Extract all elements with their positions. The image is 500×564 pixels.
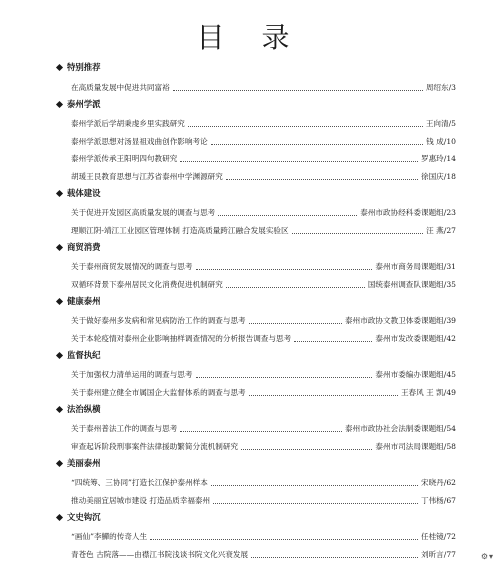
- toc-section: [0, 240, 500, 290]
- toc-entry[interactable]: [0, 201, 500, 219]
- entry-title: 泰州学派后学胡秉虔乡里实践研究: [71, 119, 185, 128]
- section-heading: [0, 456, 500, 471]
- entry-author-page: 宋晓丹/62: [420, 478, 456, 487]
- diamond-bullet-icon: [56, 459, 63, 466]
- section-heading-text: 商贸消费: [67, 241, 101, 252]
- entry-author-page: 周绍东/3: [425, 82, 456, 92]
- entry-title: 关于本轮疫情对泰州企业影响抽样调查情况的分析报告调查与思考: [71, 333, 292, 343]
- dot-leader: [211, 485, 418, 486]
- entry-title: 审查起诉阶段刑事案件法律援助繁简分流机制研究: [71, 441, 239, 451]
- toc-entry[interactable]: [0, 434, 500, 452]
- entry-title: “四统筹、三协同”打造长江保护泰州样本: [71, 478, 208, 487]
- dot-leader: [292, 233, 424, 234]
- dot-leader: [249, 395, 398, 396]
- section-heading-text: 美丽泰州: [67, 457, 101, 468]
- entry-author-page: 泰州市政协文教卫体委课题组/39: [345, 316, 456, 325]
- section-heading-text: 泰州学派: [67, 98, 101, 109]
- entry-author-page: 钱 成/10: [426, 136, 456, 146]
- section-heading: [0, 60, 500, 75]
- toc-section: [0, 456, 500, 506]
- toc-section: [0, 510, 500, 560]
- toc-entry[interactable]: [0, 326, 500, 344]
- diamond-bullet-icon: [56, 297, 63, 304]
- toc-section: [0, 348, 500, 398]
- dot-leader: [213, 503, 418, 504]
- diamond-bullet-icon: [56, 243, 63, 250]
- dot-leader: [218, 215, 357, 216]
- toc-section: [0, 294, 500, 344]
- entry-author-page: 王春风 王 凯/49: [400, 387, 456, 397]
- dot-leader: [180, 431, 342, 432]
- page-title: 目 录: [196, 21, 304, 54]
- dot-leader: [241, 449, 372, 450]
- dot-leader: [196, 269, 373, 270]
- entry-author-page: 国统泰州调查队课题组/35: [367, 279, 456, 289]
- toc-entry[interactable]: [0, 112, 500, 130]
- section-heading-text: 法治纵横: [67, 403, 101, 414]
- entry-title: 关于泰州普法工作的调查与思考: [71, 424, 178, 433]
- toc-entry[interactable]: [0, 363, 500, 381]
- dot-leader: [226, 179, 418, 180]
- entry-author-page: 丁伟杨/67: [420, 495, 456, 505]
- entry-author-page: 汪 燕/27: [426, 225, 456, 235]
- entry-title: 关于加强权力清单运用的调查与思考: [71, 370, 193, 379]
- toc-entry[interactable]: [0, 272, 500, 290]
- entry-author-page: 徐国庆/18: [420, 171, 456, 181]
- section-heading: [0, 294, 500, 309]
- dot-leader: [294, 341, 372, 342]
- diamond-bullet-icon: [56, 64, 63, 71]
- entry-title: “画仙”李鱓的传奇人生: [71, 532, 148, 541]
- dot-leader: [211, 144, 423, 145]
- entry-author-page: 刘昕言/77: [420, 549, 456, 559]
- toc-entry[interactable]: [0, 255, 500, 273]
- section-heading: [0, 402, 500, 417]
- section-heading-text: 载体建设: [67, 187, 101, 198]
- dot-leader: [251, 557, 418, 558]
- section-heading-text: 特别推荐: [67, 62, 101, 72]
- dot-leader: [226, 287, 365, 288]
- toc-section: [0, 60, 500, 93]
- entry-author-page: 泰州市发改委课题组/42: [375, 333, 456, 343]
- entry-author-page: 泰州市司法局课题组/58: [375, 441, 456, 451]
- entry-title: 胡瑗王艮教育思想与江苏省泰州中学渊源研究: [71, 171, 223, 181]
- section-heading: [0, 348, 500, 363]
- dot-leader: [196, 377, 373, 378]
- section-heading-text: 健康泰州: [67, 295, 101, 306]
- entry-author-page: 泰州市委编办课题组/45: [375, 370, 456, 379]
- section-heading-text: 监督执纪: [67, 349, 101, 360]
- dot-leader: [150, 539, 418, 540]
- entry-title: 泰州学派传承王阳明四句教研究: [71, 154, 178, 163]
- entry-title: 青苍色 古院落——由襟江书院浅谈书院文化兴衰发展: [71, 549, 249, 559]
- toc-section: [0, 402, 500, 452]
- entry-title: 泰州学派思想对汤显祖戏曲创作影响考论: [71, 136, 208, 146]
- section-heading: [0, 510, 500, 525]
- entry-title: 关于做好泰州多发病和常见病防治工作的调查与思考: [71, 316, 246, 325]
- entry-author-page: 王向清/5: [425, 119, 456, 128]
- diamond-bullet-icon: [56, 100, 63, 107]
- dot-leader: [249, 323, 342, 324]
- dot-leader: [173, 90, 423, 91]
- diamond-bullet-icon: [56, 513, 63, 520]
- entry-title: 关于泰州建立健全市属国企大监督体系的调查与思考: [71, 387, 246, 397]
- toc-section: [0, 186, 500, 236]
- entry-title: 推动美丽宜居城市建设 打造品质幸福泰州: [71, 495, 211, 505]
- dot-leader: [188, 126, 423, 127]
- diamond-bullet-icon: [56, 351, 63, 358]
- toc-entry[interactable]: [0, 525, 500, 543]
- entry-author-page: 泰州市政协社会法制委课题组/54: [345, 424, 456, 433]
- section-heading-text: 文史钩沉: [67, 511, 101, 522]
- section-heading: [0, 240, 500, 255]
- toc-entry[interactable]: [0, 380, 500, 398]
- diamond-bullet-icon: [56, 405, 63, 412]
- toc-entry[interactable]: [0, 542, 500, 560]
- table-of-contents: [0, 60, 500, 560]
- entry-author-page: 泰州市商务局课题组/31: [375, 262, 456, 271]
- entry-title: 双循环背景下泰州居民文化消费促进机制研究: [71, 279, 223, 289]
- page-tools-icon[interactable]: ⚙▾: [480, 552, 494, 561]
- toc-entry[interactable]: [0, 129, 500, 147]
- dot-leader: [180, 161, 418, 162]
- toc-entry[interactable]: [0, 471, 500, 489]
- section-heading: [0, 186, 500, 201]
- entry-author-page: 任桂镜/72: [420, 532, 456, 541]
- entry-author-page: 罗惠玲/14: [420, 154, 456, 163]
- entry-title: 在高质量发展中促进共同富裕: [71, 82, 170, 92]
- toc-entry[interactable]: [0, 417, 500, 435]
- entry-author-page: 泰州市政协经科委课题组/23: [360, 208, 456, 217]
- toc-entry[interactable]: [0, 164, 500, 182]
- toc-section: [0, 97, 500, 182]
- toc-entry[interactable]: [0, 488, 500, 506]
- toc-entry[interactable]: [0, 309, 500, 327]
- section-heading: [0, 97, 500, 112]
- entry-title: 关于促进开发园区高质量发展的调查与思考: [71, 208, 216, 217]
- entry-title: 理顺江阴-靖江工业园区管理体制 打造高质量跨江融合发展实验区: [71, 225, 289, 235]
- entry-title: 关于泰州商贸发展情况的调查与思考: [71, 262, 193, 271]
- toc-entry[interactable]: [0, 218, 500, 236]
- toc-entry[interactable]: [0, 147, 500, 165]
- diamond-bullet-icon: [56, 189, 63, 196]
- toc-entry[interactable]: [0, 75, 500, 93]
